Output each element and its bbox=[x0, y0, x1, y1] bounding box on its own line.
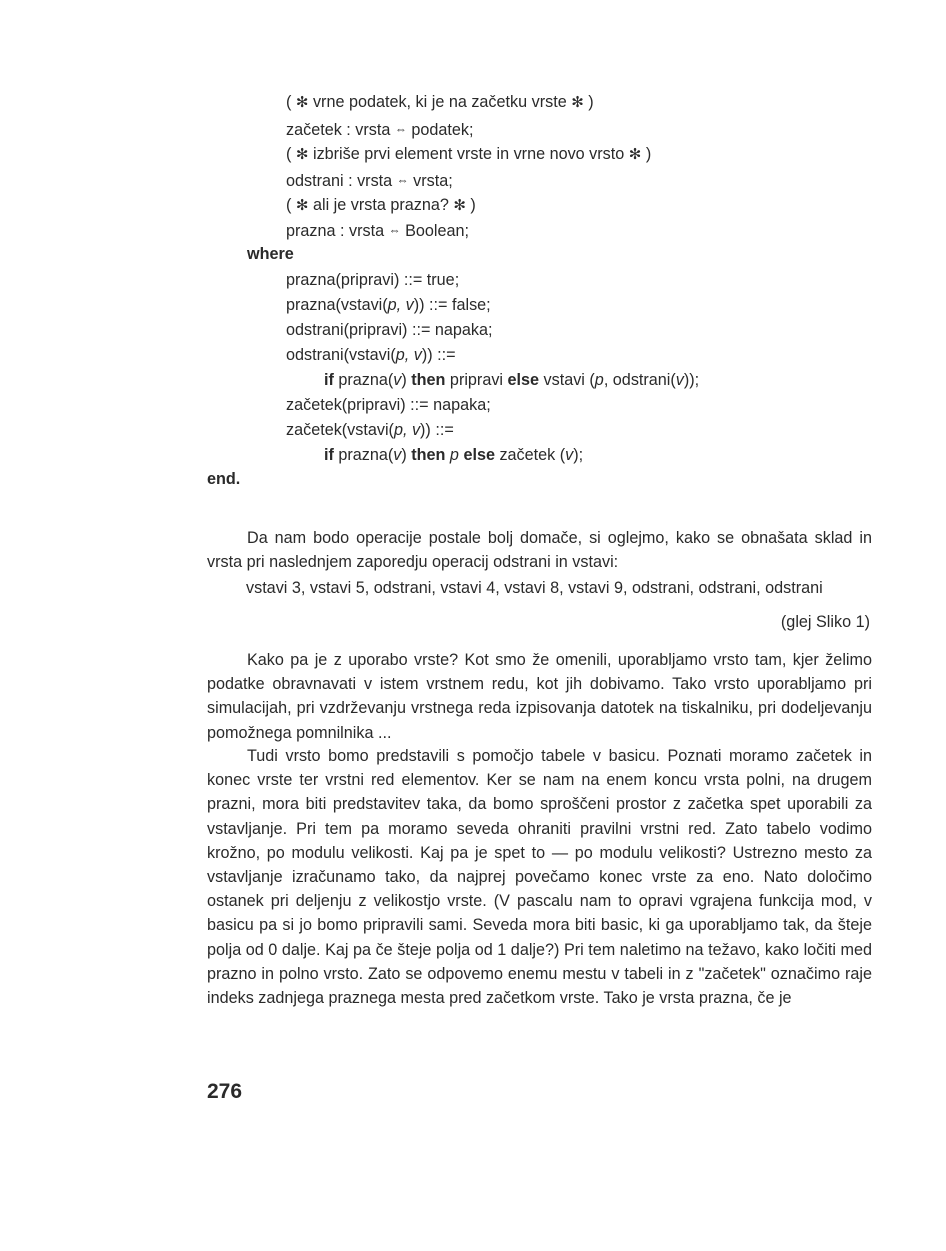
code-signature-line: začetek : vrsta ⇔ podatek; bbox=[286, 121, 474, 139]
figure-reference: (glej Sliko 1) bbox=[780, 613, 870, 631]
code-axiom-line: if prazna(v) then pripravi else vstavi (p, odstrani(v)); bbox=[324, 371, 700, 389]
code-axiom-line: odstrani(vstavi(p, v)) ::= bbox=[286, 346, 456, 364]
paragraph: Tudi vrsto bomo predstavili s pomočjo tabele v basicu. Poznati moramo začetek in konec vrste ter vrstni red elementov. Ker se nam na enem koncu vrsta polni, na drugem prazni, mora biti predstavitev taka, da bomo sproščeni prostor z začetka spet uporabili za vstavljanje. Pri tem pa moramo seveda ohraniti pravilni vrstni red. Zato tabelo vodimo krožno, po modulu velikosti. Kaj pa je spet to — po modulu velikosti? Ustrezno mesto za vstavljanje izračunamo tako, da najprej povečamo konec vrste za eno. Nato določimo ostanek pri deljenju z velikostjo vrste. (V pascalu nam to opravi vgrajena funkcija mod, v basicu pa si jo bomo pripravili sami. Seveda mora biti basic, ki ga uporabljamo tak, da šteje polja od 0 dalje. Kaj pa če šteje polja od 1 dalje?) Pri tem naletimo na težavo, kako ločiti med prazno in polno vrsto. Zato se odpovemo enemu mestu v tabeli in z "začetek" označimo raje indeks zadnjega praznega mesta pred začetkom vrste. Tako je vrsta prazna, če je bbox=[207, 747, 872, 1008]
code-signature-line: odstrani : vrsta ⇔ vrsta; bbox=[286, 172, 453, 190]
code-keyword-where: where bbox=[247, 245, 294, 263]
page-number: 276 bbox=[207, 1080, 243, 1103]
code-axiom-line: prazna(vstavi(p, v)) ::= false; bbox=[286, 296, 491, 314]
code-axiom-line: prazna(pripravi) ::= true; bbox=[286, 271, 460, 289]
code-axiom-line: if prazna(v) then p else začetek (v); bbox=[324, 446, 584, 464]
code-axiom-line: odstrani(pripravi) ::= napaka; bbox=[286, 321, 493, 339]
code-axiom-line: začetek(pripravi) ::= napaka; bbox=[286, 396, 491, 414]
code-comment-line: ( ✻ vrne podatek, ki je na začetku vrste ✻ ) bbox=[286, 93, 594, 111]
code-comment-line: ( ✻ izbriše prvi element vrste in vrne novo vrsto ✻ ) bbox=[286, 145, 652, 163]
code-keyword-end: end. bbox=[207, 470, 241, 488]
paragraph: Da nam bodo operacije postale bolj domače, si oglejmo, kako se obnašata sklad in vrsta pri naslednjem zaporedju operacij odstrani in vstavi: bbox=[207, 529, 872, 572]
code-signature-line: prazna : vrsta ⇔ Boolean; bbox=[286, 222, 469, 240]
operation-sequence: vstavi 3, vstavi 5, odstrani, vstavi 4, vstavi 8, vstavi 9, odstrani, odstrani, odstrani bbox=[246, 579, 823, 597]
code-axiom-line: začetek(vstavi(p, v)) ::= bbox=[286, 421, 454, 439]
code-comment-line: ( ✻ ali je vrsta prazna? ✻ ) bbox=[286, 196, 476, 214]
paragraph: Kako pa je z uporabo vrste? Kot smo že omenili, uporabljamo vrsto tam, kjer želimo podatke obravnavati v istem vrstnem redu, kot jih dobivamo. Tako vrsto uporabljamo pri simulacijah, pri vzdrževanju vrstnega reda izpisovanja datotek na tiskalniku, pri dodeljevanju pomožnega pomnilnika ... bbox=[207, 651, 872, 742]
